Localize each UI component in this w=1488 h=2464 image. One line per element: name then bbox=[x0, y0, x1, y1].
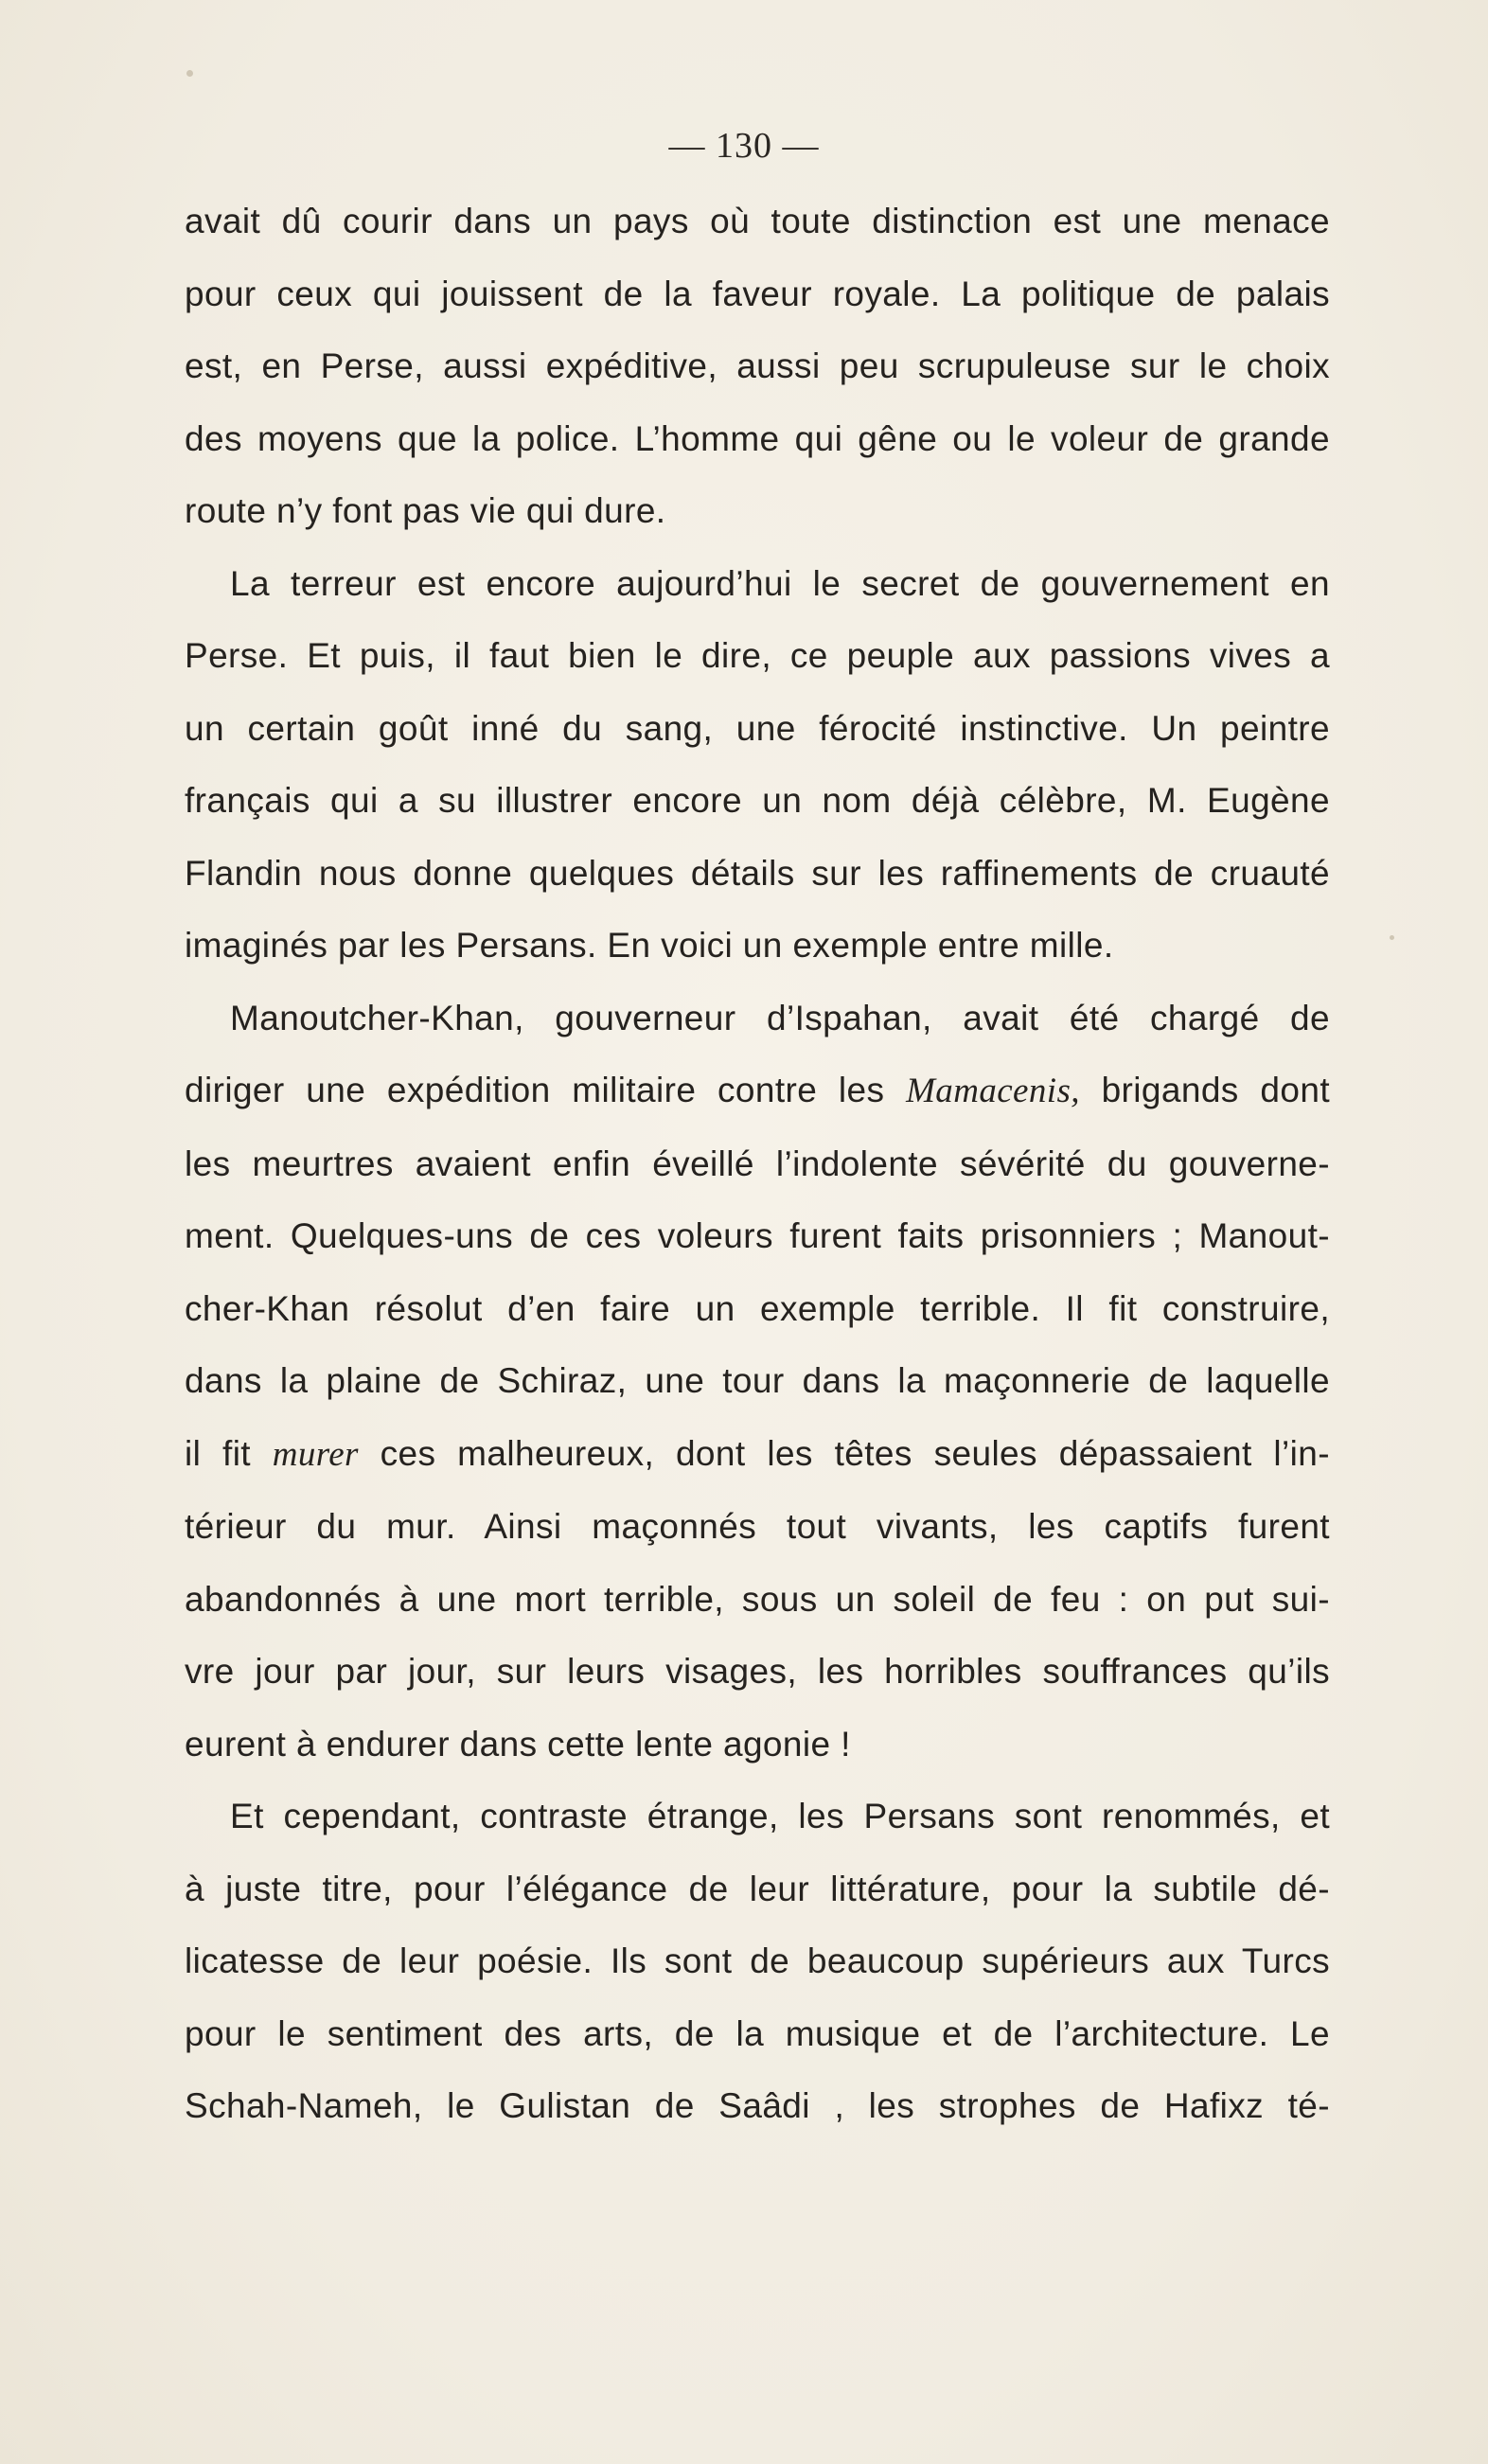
text-line: à juste titre, pour l’élégance de leur littérature, pour la subtile dé- bbox=[185, 1869, 1330, 1908]
text-line: français qui a su illustrer encore un nom déjà célèbre, M. Eugène bbox=[185, 781, 1330, 820]
text-line: pour le sentiment des arts, de la musique et de l’architecture. Le bbox=[185, 2013, 1330, 2053]
paper-speck bbox=[1390, 935, 1394, 940]
text-line: térieur du mur. Ainsi maçonnés tout vivants, les captifs furent bbox=[185, 1507, 1330, 1546]
text-line: Schah-Nameh, le Gulistan de Saâdi , les strophes de Hafixz té- bbox=[185, 2086, 1330, 2125]
text-line: Perse. Et puis, il faut bien le dire, ce peuple aux passions vives a bbox=[185, 636, 1330, 675]
text-line: Et cependant, contraste étrange, les Persans sont renommés, et bbox=[230, 1797, 1330, 1835]
text-line: avait dû courir dans un pays où toute distinction est une menace bbox=[185, 202, 1330, 240]
text-line: licatesse de leur poésie. Ils sont de beaucoup supérieurs aux Turcs bbox=[185, 1941, 1330, 1980]
text-line: un certain goût inné du sang, une férocité instinctive. Un peintre bbox=[185, 708, 1330, 748]
text-line: il fit murer ces malheureux, dont les têtes seules dépassaient l’in- bbox=[185, 1433, 1330, 1474]
italic-term: Mamacenis, bbox=[906, 1072, 1080, 1110]
page-number: — 130 — bbox=[668, 126, 820, 166]
text-line: diriger une expédition militaire contre les Mamacenis, brigands dont bbox=[185, 1071, 1330, 1110]
text-line: vre jour par jour, sur leurs visages, les horribles souffrances qu’ils bbox=[185, 1652, 1330, 1691]
text-line: abandonnés à une mort terrible, sous un soleil de feu : on put sui- bbox=[185, 1579, 1330, 1619]
text-line: imaginés par les Persans. En voici un exemple entre mille. bbox=[185, 926, 1114, 965]
text-line: les meurtres avaient enfin éveillé l’indolente sévérité du gouverne- bbox=[185, 1143, 1330, 1183]
text-line: des moyens que la police. L’homme qui gêne ou le voleur de grande bbox=[185, 418, 1330, 458]
text-line: route n’y font pas vie qui dure. bbox=[185, 491, 666, 530]
text-line: dans la plaine de Schiraz, une tour dans la maçonnerie de laquelle bbox=[185, 1361, 1330, 1400]
text-line: ment. Quelques-uns de ces voleurs furent faits prisonniers ; Manout- bbox=[185, 1216, 1330, 1255]
text-line: La terreur est encore aujourd’hui le secret de gouvernement en bbox=[230, 563, 1330, 603]
body-text bbox=[185, 186, 1330, 2143]
paper-speck bbox=[186, 70, 193, 77]
text-line: Manoutcher-Khan, gouverneur d’Ispahan, avait été chargé de bbox=[230, 998, 1330, 1037]
text-line: est, en Perse, aussi expéditive, aussi peu scrupuleuse sur le choix bbox=[185, 346, 1330, 385]
text-line: cher-Khan résolut d’en faire un exemple terrible. Il fit construire, bbox=[185, 1288, 1330, 1328]
text-line: Flandin nous donne quelques détails sur les raffinements de cruauté bbox=[185, 853, 1330, 893]
text-line: eurent à endurer dans cette lente agonie ! bbox=[185, 1724, 851, 1764]
italic-term: murer bbox=[272, 1434, 359, 1474]
text-line: pour ceux qui jouissent de la faveur royale. La politique de palais bbox=[185, 274, 1330, 313]
